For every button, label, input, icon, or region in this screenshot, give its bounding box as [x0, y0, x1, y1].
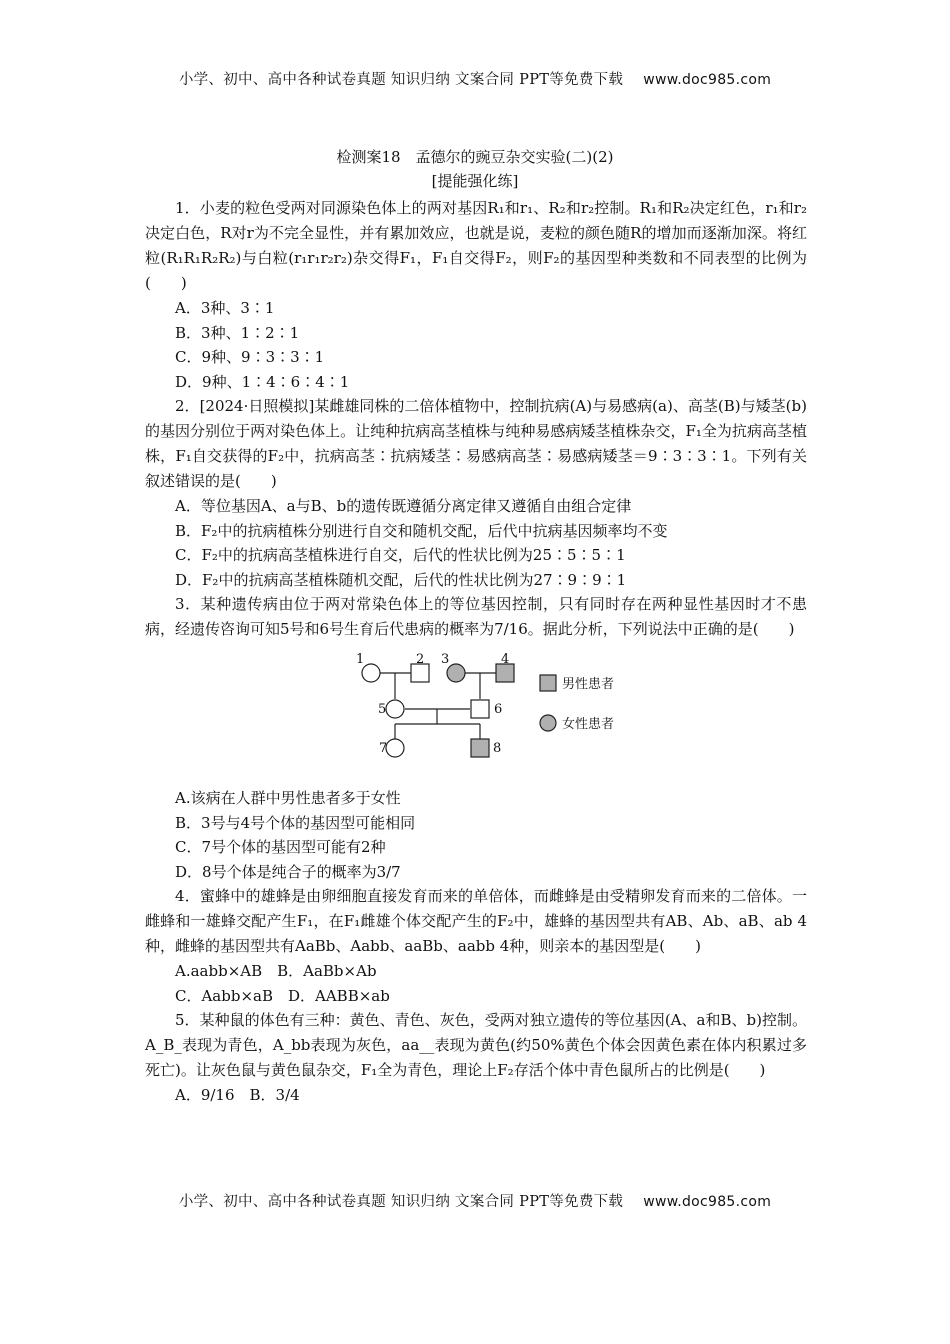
page-subtitle: [提能强化练] — [431, 172, 519, 190]
legend-female-label: 女性患者 — [562, 717, 615, 732]
label-2: 2 — [416, 652, 425, 667]
banner-text: 小学、初中、高中各种试卷真题 知识归纳 文案合同 PPT等免费下载 — [178, 72, 624, 88]
top-banner — [0, 68, 950, 89]
legend-male-label: 男性患者 — [562, 677, 615, 692]
question-2-option-d: D．F₂中的抗病高茎植株随机交配，后代的性状比例为27∶9∶9∶1 — [175, 570, 627, 589]
question-4-options-ab: A.aabb×AB B．AaBb×Ab — [175, 962, 377, 980]
label-8: 8 — [493, 741, 502, 756]
label-1: 1 — [356, 652, 365, 667]
individual-3-affected-female — [447, 664, 465, 682]
individual-5-female — [386, 700, 404, 718]
banner-text: 小学、初中、高中各种试卷真题 知识归纳 文案合同 PPT等免费下载 — [178, 1194, 624, 1210]
question-4-stem: 4．蜜蜂中的雄蜂是由卵细胞直接发育而来的单倍体，而雌蜂是由受精卵发育而来的二倍体。一雌蜂和一雄蜂交配产生F₁，在F₁雌雄个体交配产生的F₂中，雄蜂的基因型共有AB、Ab、aB、ab 4种，雌蜂的基因型共有AaBb、Aabb、aaBb、aabb 4种，则亲本的基因型是( ) — [145, 887, 807, 955]
individual-8-affected-male — [471, 739, 489, 757]
banner-site[interactable]: www.doc985.com — [643, 1194, 772, 1210]
label-6: 6 — [494, 702, 503, 717]
pedigree-chart — [345, 650, 645, 776]
question-5-options-ab: A．9/16 B．3/4 — [175, 1086, 300, 1104]
question-list — [145, 196, 807, 1108]
question-2-option-b: B．F₂中的抗病植株分别进行自交和随机交配，后代中抗病基因频率均不变 — [175, 521, 668, 540]
question-2-option-c: C．F₂中的抗病高茎植株进行自交，后代的性状比例为25∶5∶5∶1 — [175, 546, 626, 564]
label-3: 3 — [441, 652, 450, 667]
label-7: 7 — [379, 741, 388, 756]
individual-6-male — [471, 700, 489, 718]
question-1-option-b: B．3种、1∶2∶1 — [175, 323, 300, 342]
label-4: 4 — [501, 652, 510, 667]
question-2-stem: 2．[2024·日照模拟]某雌雄同株的二倍体植物中，控制抗病(A)与易感病(a)、高茎(B)与矮茎(b)的基因分别位于两对染色体上。让纯种抗病高茎植株与纯种易感病矮茎植株杂交，F₁全为抗病高茎植株，F₁自交获得的F₂中，抗病高茎∶抗病矮茎∶易感病高茎∶易感病矮茎＝9∶3∶3∶1。下列有关叙述错误的是( ) — [145, 397, 807, 490]
individual-7-female — [386, 739, 404, 757]
pedigree-figure — [145, 650, 807, 776]
individual-1-female — [362, 664, 380, 682]
question-3-stem: 3．某种遗传病由位于两对常染色体上的等位基因控制，只有同时存在两种显性基因时才不患病，经遗传咨询可知5号和6号生育后代患病的概率为7/16。据此分析，下列说法中正确的是( ) — [145, 595, 807, 638]
question-2-option-a: A．等位基因A、a与B、b的遗传既遵循分离定律又遵循自由组合定律 — [175, 497, 632, 515]
question-1-option-a: A．3种、3∶1 — [175, 299, 275, 317]
question-3-option-a: A.该病在人群中男性患者多于女性 — [175, 789, 401, 807]
question-3-option-b: B．3号与4号个体的基因型可能相同 — [175, 813, 416, 832]
question-4-options-cd: C．Aabb×aB D．AABB×ab — [175, 986, 390, 1005]
question-1-stem: 1．小麦的粒色受两对同源染色体上的两对基因R₁和r₁、R₂和r₂控制。R₁和R₂决定红色，r₁和r₂决定白色，R对r为不完全显性，并有累加效应，也就是说，麦粒的颜色随R的增加而逐渐加深。将红粒(R₁R₁R₂R₂)与白粒(r₁r₁r₂r₂)杂交得F₁，F₁自交得F₂，则F₂的基因型种类数和不同表型的比例为( ) — [145, 199, 807, 292]
question-3-option-d: D．8号个体是纯合子的概率为3/7 — [175, 862, 401, 881]
question-1-option-d: D．9种、1∶4∶6∶4∶1 — [175, 372, 350, 391]
legend-female-icon — [540, 715, 556, 731]
legend-male-icon — [540, 675, 556, 691]
banner-site[interactable]: www.doc985.com — [643, 72, 772, 88]
label-5: 5 — [378, 702, 387, 717]
bottom-banner — [0, 1190, 950, 1211]
question-1-option-c: C．9种、9∶3∶3∶1 — [175, 348, 325, 366]
question-5-stem: 5．某种鼠的体色有三种：黄色、青色、灰色，受两对独立遗传的等位基因(A、a和B、b)控制。A_B_表现为青色，A_bb表现为灰色，aa__表现为黄色(约50%黄色个体会因黄色素在体内积累过多死亡)。让灰色鼠与黄色鼠杂交，F₁全为青色，理论上F₂存活个体中青色鼠所占的比例是( ) — [145, 1011, 807, 1079]
page-title: 检测案18 孟德尔的豌豆杂交实验(二)(2) — [336, 148, 614, 166]
question-3-option-c: C．7号个体的基因型可能有2种 — [175, 838, 386, 856]
